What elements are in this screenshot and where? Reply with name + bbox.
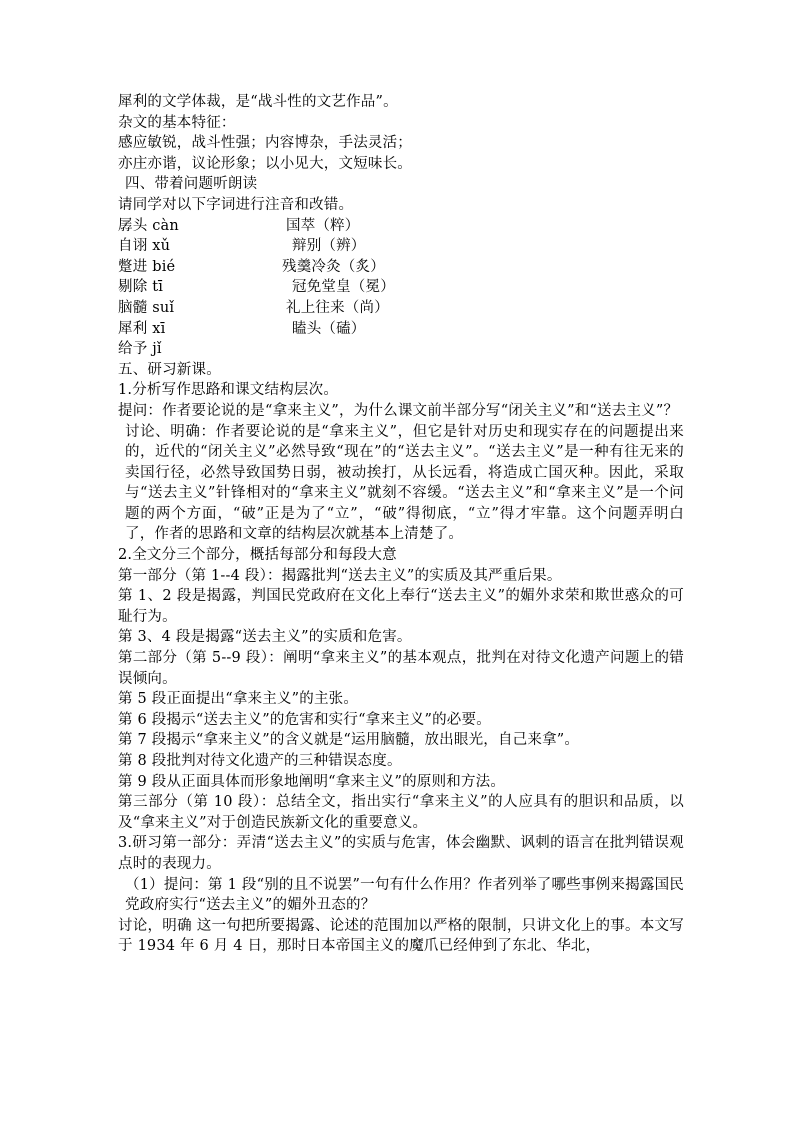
paragraph-summary: 第 5 段正面提出“拿来主义”的主张。 [118,691,359,708]
vocab-pinyin: 孱头 càn [118,217,179,234]
vocab-pinyin: 给予 jǐ [118,341,162,358]
subsection-heading: 1.分析写作思路和课文结构层次。 [118,382,339,399]
part-summary: 第一部分（第 1--4 段）：揭露批判“送去主义”的实质及其严重后果。 [118,567,562,584]
paragraph-summary: 第 3、4 段是揭露“送去主义”的实质和危害。 [118,629,412,646]
discussion-paragraph: 讨论、明确：作者要论说的是“拿来主义”，但它是针对历史和现实存在的问题提出来的，近代的“闭关主义”必然导致“现在”的“送去主义”。“送去主义”是一种有往无来的卖国行径，必然导致国势日弱，被动挨打，从长远看，将造成亡国灭种。因此，采取与“送去主义”针锋相对的“拿来主义”就刻不容缓。“送去主义”和“拿来主义”是一个问题的两个方面，“破”正是为了“立”，“破”得彻底，“立”得才牢靠。这个问题弄明白了，作者的思路和文章的结构层次就基本上清楚了。 [125,423,684,543]
paragraph-summary: 第 8 段批判对待文化遗产的三种错误态度。 [118,753,402,769]
vocab-row [118,277,684,298]
vocab-correction: 冠免堂皇（冕） [292,279,395,296]
instruction-text: 请同学对以下字词进行注音和改错。 [118,196,354,213]
discussion-paragraph: 讨论，明确 这一句把所要揭露、论述的范围加以严格的限制，只讲文化上的事。本文写于 1934 年 6 月 4 日，那时日本帝国主义的魔爪已经伸到了东北、华北， [118,917,684,955]
vocab-row [118,319,684,340]
intro-line: 杂文的基本特征： [118,114,236,131]
intro-line: 感应敏锐，战斗性强；内容博杂，手法灵活； [118,135,412,152]
vocab-pinyin: 蹩进 bié [118,258,176,275]
vocab-correction: 瞌头（磕） [292,320,366,337]
vocab-correction: 礼上往来（尚） [286,299,389,316]
vocab-correction: 辩别（辨） [292,238,366,255]
section-heading: 五、研习新课。 [118,361,221,378]
subsection-heading: 3.研习第一部分：弄清“送去主义”的实质与危害，体会幽默、讽刺的语言在批判错误观点时的表现力。 [118,835,684,872]
intro-line: 犀利的文学体裁，是“战斗性的文艺作品”。 [118,94,398,110]
vocab-row [118,216,684,237]
vocab-list [118,216,684,360]
paragraph-summary: 第 9 段从正面具体而形象地阐明“拿来主义”的原则和方法。 [118,773,506,790]
vocab-row [118,298,684,319]
intro-line: 亦庄亦谐，议论形象；以小见大，文短味长。 [118,155,412,172]
vocab-pinyin: 犀利 xī [118,320,166,337]
vocab-pinyin: 自诩 xǔ [118,238,171,255]
vocab-correction: 残羹冷灸（炙） [282,258,385,275]
section-heading: 四、带着问题听朗读 [125,176,258,193]
paragraph-summary: 第 7 段揭示“拿来主义”的含义就是“运用脑髓，放出眼光，自己来拿”。 [118,732,580,749]
vocab-correction: 国萃（粹） [286,217,360,234]
question-paragraph: 提问：作者要论说的是“拿来主义”，为什么课文前半部分写“闭关主义”和“送去主义”？ [118,402,679,419]
vocab-pinyin: 剔除 tī [118,279,164,296]
vocab-pinyin: 脑髓 suǐ [118,299,175,316]
subsection-heading: 2.全文分三个部分，概括每部分和每段大意 [118,547,397,564]
vocab-row [118,236,684,257]
paragraph-summary: 第 6 段揭示“送去主义”的危害和实行“拿来主义”的必要。 [118,711,491,728]
question-paragraph: （1）提问：第 1 段“别的且不说罢”一句有什么作用？作者列举了哪些事例来揭露国民党政府实行“送去主义”的媚外丑态的？ [125,876,684,914]
part-summary: 第三部分（第 10 段）：总结全文，指出实行“拿来主义”的人应具有的胆识和品质，以及“拿来主义”对于创造民族新文化的重要意义。 [118,794,684,831]
paragraph-summary: 第 1、2 段是揭露，判国民党政府在文化上奉行“送去主义”的媚外求荣和欺世惑众的可耻行为。 [118,588,684,625]
part-summary: 第二部分（第 5--9 段）：阐明“拿来主义”的基本观点，批判在对待文化遗产问题上的错误倾向。 [118,650,684,687]
vocab-row [118,257,684,278]
document-page [118,92,684,957]
vocab-row [118,339,684,360]
